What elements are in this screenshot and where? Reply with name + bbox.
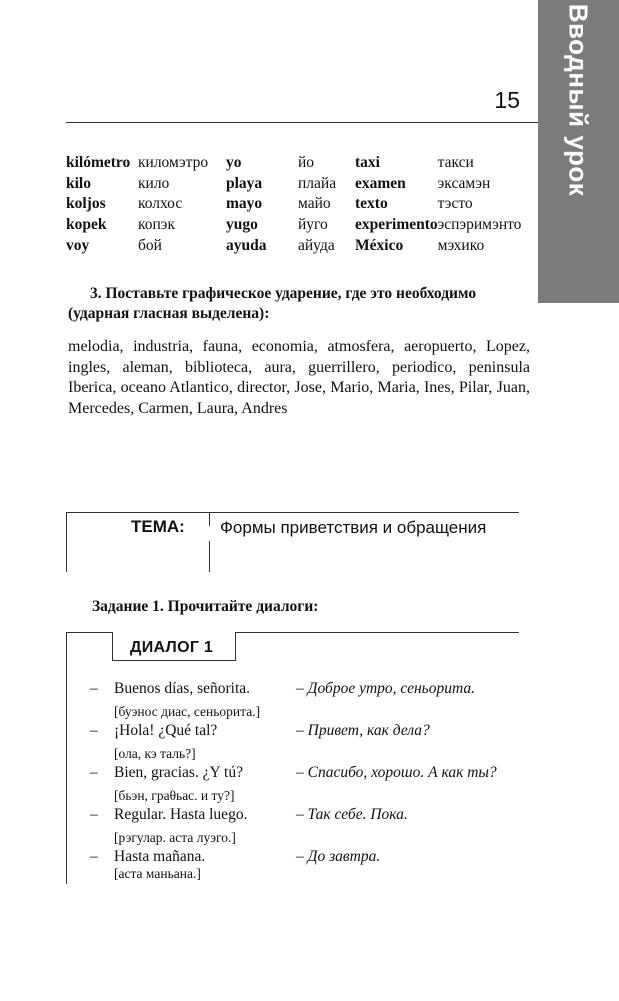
dialog-spanish-line: ¡Hola! ¿Qué tal?	[114, 722, 218, 739]
header-rule	[66, 122, 538, 123]
vocab-transcription: кило	[138, 174, 170, 192]
vocab-transcription: эспэримэнто	[437, 216, 522, 234]
tema-frame-divider	[209, 512, 210, 526]
vocab-transcription: колхос	[138, 195, 183, 213]
vocab-transcription: киломэтро	[138, 154, 209, 172]
tema-frame-left	[66, 512, 67, 572]
vocab-transcription: тэсто	[437, 195, 473, 213]
dialog-spanish-line: Buenos días, señorita.	[114, 680, 251, 697]
dialog-spanish-line: Hasta mañana.	[114, 848, 206, 865]
vocab-transcription: копэк	[138, 216, 175, 234]
dialog-spanish-line: Bien, gracias. ¿Y tú?	[114, 764, 243, 781]
dialog-dash: –	[90, 764, 98, 781]
tema-title: Формы приветствия и обращения	[220, 518, 487, 537]
vocab-word: experimento	[355, 216, 438, 234]
vocab-word: mayo	[226, 195, 263, 213]
tema-label: ТЕМА:	[131, 517, 185, 536]
dialog-dash: –	[90, 722, 98, 739]
vocab-word: ayuda	[226, 236, 267, 254]
vocab-word: voy	[66, 236, 90, 254]
exercise-3-words: melodia, industria, fauna, economia, atmosfera, aeropuerto, Lopez, ingles, aleman, biblioteca, aura, guerrillero, periodico, peninsula Iberica, oceano Atlantico, director, Jose, Mario, Maria, Ines, Pilar, Juan, Mercedes, Carmen, Laura, Andres	[68, 338, 530, 417]
vocab-transcription: бой	[138, 236, 162, 254]
dialog-frame-left	[66, 632, 67, 884]
vocab-word: México	[355, 236, 404, 254]
dialog-dash: –	[90, 848, 98, 865]
dialog-russian-line: – Спасибо, хорошо. А как ты?	[296, 764, 497, 781]
vocab-row	[66, 215, 521, 236]
dialog-russian-line: – Так себе. Пока.	[296, 806, 408, 823]
vocab-word: koljos	[66, 195, 106, 213]
dialog-dash: –	[90, 806, 98, 823]
dialog-dash: –	[90, 680, 98, 697]
section-side-tab	[538, 0, 619, 303]
vocab-word: taxi	[355, 154, 380, 172]
dialog-russian-line: – Доброе утро, сеньорита.	[296, 680, 475, 697]
vocab-word: kilo	[66, 174, 91, 192]
vocab-transcription: йо	[298, 154, 315, 172]
vocab-word: playa	[226, 174, 263, 192]
page-number: 15	[494, 87, 520, 113]
dialog-transcription: [буэнос диас, сеньорита.]	[114, 704, 261, 719]
dialog-spanish-line: Regular. Hasta luego.	[114, 806, 248, 823]
dialog-label: ДИАЛОГ 1	[130, 639, 214, 656]
vocab-transcription: эксамэн	[437, 174, 491, 192]
vocab-transcription: такси	[437, 154, 474, 172]
vocabulary-table	[66, 153, 521, 256]
vocab-transcription: йуго	[298, 216, 328, 234]
tema-frame-top	[66, 512, 519, 513]
vocab-transcription: мэхико	[437, 236, 485, 254]
exercise-3-instruction: 3. Поставьте графическое ударение, где это необходимо (ударная гласная выделена):	[68, 285, 477, 322]
vocab-row	[66, 153, 521, 174]
dialog-transcription: [ола, кэ таль?]	[114, 746, 196, 761]
dialog-transcription: [рэгулар. аста луэго.]	[114, 830, 236, 845]
vocab-transcription: айуда	[298, 236, 335, 254]
dialog-transcription: [аста маньана.]	[114, 866, 201, 881]
vocab-word: yo	[226, 154, 242, 172]
vocab-word: kopek	[66, 216, 107, 234]
dialog-russian-line: – До завтра.	[296, 848, 381, 865]
task-1-instruction: Задание 1. Прочитайте диалоги:	[92, 598, 319, 615]
vocab-row	[66, 174, 521, 195]
dialog-transcription: [бьэн, граθьас. и ту?]	[114, 788, 235, 803]
vocab-transcription: плайа	[298, 174, 337, 192]
dialog-russian-line: – Привет, как дела?	[296, 722, 430, 739]
side-tab-label: Вводный урок	[563, 3, 594, 197]
vocab-transcription: майо	[298, 195, 331, 213]
vocab-word: kilómetro	[66, 154, 131, 172]
vocab-word: texto	[355, 195, 388, 213]
tema-frame-divider	[209, 541, 210, 572]
vocab-word: yugo	[226, 216, 258, 234]
vocab-word: examen	[355, 174, 406, 192]
vocab-row	[66, 235, 521, 256]
vocab-row	[66, 194, 521, 215]
